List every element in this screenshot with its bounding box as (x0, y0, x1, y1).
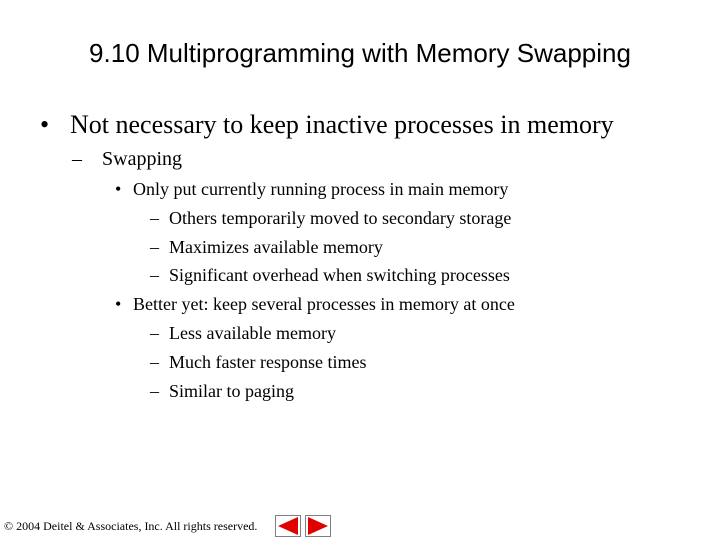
bullet-marker: • (115, 179, 122, 199)
bullet-l4-text: Maximizes available memory (169, 237, 383, 257)
bullet-l1-text: Not necessary to keep inactive processes in memory (70, 110, 614, 139)
copyright-icon: © (4, 519, 14, 533)
bullet-l4-text: Others temporarily moved to secondary storage (169, 208, 512, 228)
bullet-l3-text: Only put currently running process in main memory (133, 179, 509, 199)
dash-marker: – (150, 352, 159, 372)
bullet-l4-text: Similar to paging (169, 381, 294, 401)
next-slide-button[interactable] (305, 515, 331, 537)
copyright-footer (4, 518, 257, 534)
bullet-l4-text: Less available memory (169, 323, 336, 343)
bullet-l2-text: Swapping (102, 148, 182, 170)
bullet-l4-text: Significant overhead when switching processes (169, 265, 510, 285)
dash-marker: – (150, 323, 159, 343)
slide-title: 9.10 Multiprogramming with Memory Swapping (89, 38, 631, 68)
bullet-l3-text: Better yet: keep several processes in memory at once (133, 294, 515, 314)
dash-marker: – (150, 237, 159, 257)
dash-marker: – (150, 208, 159, 228)
dash-marker: – (150, 265, 159, 285)
copyright-text: 2004 Deitel & Associates, Inc. All rights reserved. (16, 519, 258, 533)
bullet-marker: • (40, 110, 50, 139)
bullet-marker: • (115, 294, 122, 314)
bullet-l4-text: Much faster response times (169, 352, 367, 372)
dash-marker: – (150, 381, 159, 401)
previous-slide-button[interactable] (275, 515, 301, 537)
dash-marker: – (72, 148, 82, 170)
